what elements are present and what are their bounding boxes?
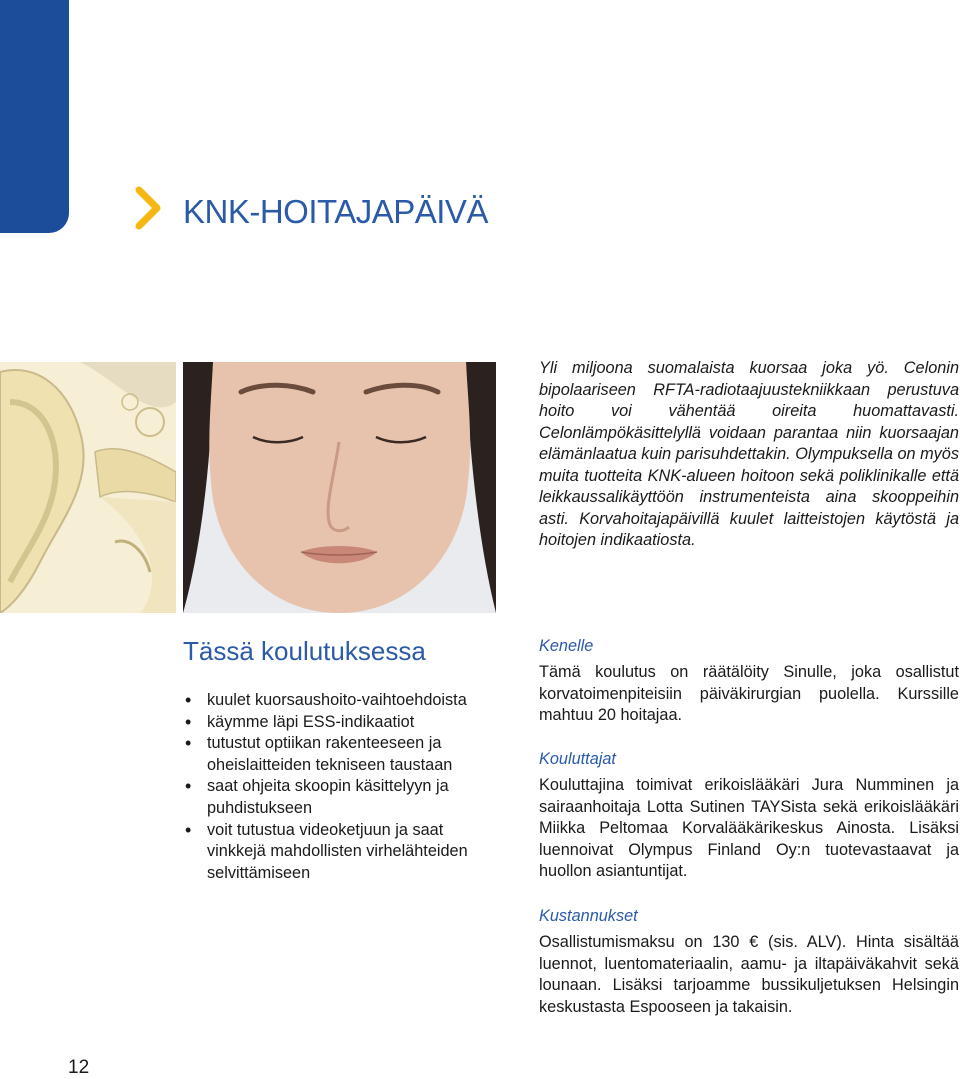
section-kouluttajat: [539, 750, 959, 883]
list-item: • käymme läpi ESS-indikaatiot: [183, 712, 503, 734]
list-item: • tutustut optiikan rakenteeseen ja oheislaitteiden tekniseen taustaan: [183, 733, 503, 776]
list-item: • voit tutustua videoketjuun ja saat vinkkejä mahdollisten virhelähteiden selvittämiseen: [183, 820, 503, 885]
section-kenelle: [539, 637, 959, 727]
training-heading: Tässä koulutuksessa: [183, 636, 426, 666]
woman-face-eyes-closed-photo: [183, 362, 496, 613]
section-heading: Kenelle: [539, 637, 594, 655]
ear-anatomy-illustration: [0, 362, 176, 613]
section-text: Osallistumismaksu on 130 € (sis. ALV). Hinta sisältää luennot, luentomateriaalin, aamu- ja iltapäiväkahvit sekä lounaan. Lisäksi tarjoamme bussikuljetuksen Helsingin keskustasta Espooseen ja takaisin.: [539, 933, 959, 1016]
list-item: • saat ohjeita skoopin käsittelyyn ja puhdistukseen: [183, 776, 503, 819]
section-text: Tämä koulutus on räätälöity Sinulle, joka osallistut korvatoimenpiteisiin päiväkirurgian puolella. Kurssille mahtuu 20 hoitajaa.: [539, 663, 959, 725]
section-heading: Kouluttajat: [539, 750, 616, 768]
section-kustannukset: [539, 907, 959, 1018]
section-text: Kouluttajina toimivat erikoislääkäri Jura Numminen ja sairaanhoitaja Lotta Sutinen TAYSista sekä erikoislääkäri Miikka Peltomaa Korvalääkärikeskus Ainosta. Lisäksi luennoivat Olympus Finland Oy:n tuotevastaavat ja huollon asiantuntijat.: [539, 776, 959, 881]
chevron-right-icon: [131, 186, 165, 230]
training-bullet-list: [183, 690, 503, 884]
intro-paragraph: Yli miljoona suomalaista kuorsaa joka yö. Celonin bipolaariseen RFTA-radiotaajuustekniikkaan perustuva hoito voi vähentää oireita huomattavasti. Celonlämpökäsittelyllä voidaan parantaa niin kuorsaajan elämänlaatua kuin parisuhdettakin. Olympuksella on myös muita tuotteita KNK-alueen hoitoon sekä poliklinikalle että leikkaussalikäyttöön instrumenteista aina skooppeihin asti. Korvahoitajapäivillä kuulet laitteistojen käytöstä ja hoitojen indikaatiosta.: [539, 359, 959, 549]
section-heading: Kustannukset: [539, 907, 638, 925]
page-title: KNK-HOITAJAPÄIVÄ: [183, 193, 488, 230]
list-item: • kuulet kuorsaushoito-vaihtoehdoista: [183, 690, 503, 712]
page-number: 12: [68, 1057, 90, 1078]
blue-header-tab: [0, 0, 69, 233]
